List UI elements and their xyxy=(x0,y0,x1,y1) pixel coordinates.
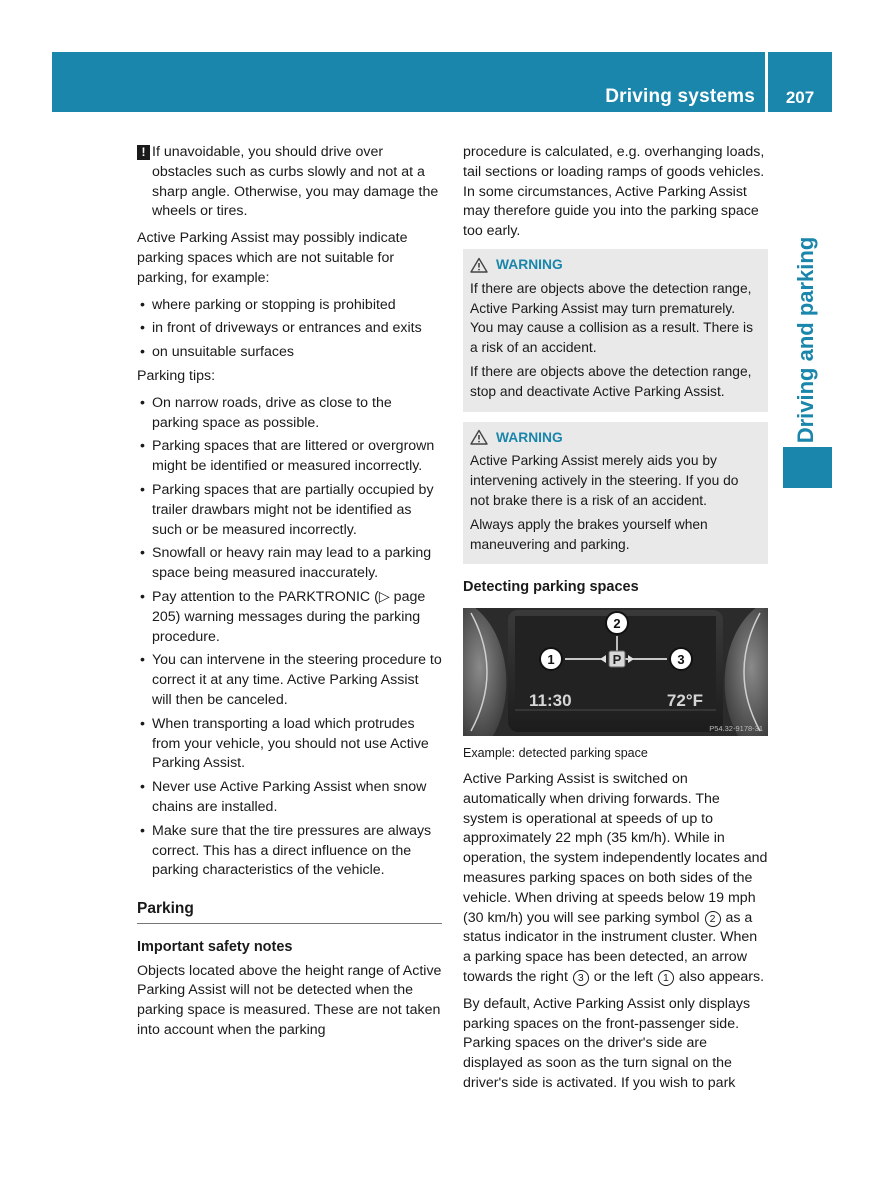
unsuitable-intro: Active Parking Assist may possibly indicate parking spaces which are not suitable for parking, for example: xyxy=(137,230,408,286)
page-number: 207 xyxy=(785,88,815,107)
clock-readout: 11:30 xyxy=(529,691,572,711)
right-column xyxy=(463,143,768,1101)
detecting-heading: Detecting parking spaces xyxy=(463,579,639,596)
list-item: • You can intervene in the steering procedure to correct it at any time. Active Parking Assist will then be canceled. xyxy=(137,651,442,710)
figure-caption: Example: detected parking space xyxy=(463,746,648,761)
list-item: • where parking or stopping is prohibited xyxy=(137,296,442,316)
warning-text: If there are objects above the detection range, stop and deactivate Active Parking Assist. xyxy=(470,363,752,399)
operation-text: or the left xyxy=(593,968,653,985)
list-item: • On narrow roads, drive as close to the parking space as possible. xyxy=(137,394,442,434)
tips-list xyxy=(137,394,442,881)
default-display-text: By default, Active Parking Assist only displays parking spaces on the front-passenger side. Parking spaces on the driver's side are displayed as soon as the turn signal on the driver's side is activated. If you wish to park xyxy=(463,995,751,1091)
section-title: Driving systems xyxy=(605,86,755,107)
safety-text: Objects located above the height range of Active Parking Assist will not be detected when the parking space is measured. These are not taken into account when the parking xyxy=(137,962,442,1039)
chapter-tab-marker xyxy=(783,447,832,488)
warning-text: Active Parking Assist merely aids you by intervening actively in the steering. If you do not brake there is a risk of an accident. xyxy=(470,453,739,508)
page-number-box xyxy=(768,52,832,112)
callout-1: 1 xyxy=(547,652,555,668)
figure-code: P54.32-9178-31 xyxy=(709,724,763,734)
warning-text: If there are objects above the detection range, Active Parking Assist may turn prematurely. You may cause a collision as a result. There is a risk of an accident. xyxy=(470,280,753,356)
warning-box xyxy=(463,422,768,565)
list-item: • Pay attention to the PARKTRONIC (▷ page 205) warning messages during the parking procedure. xyxy=(137,588,442,647)
note-text: If unavoidable, you should drive over obstacles such as curbs slowly and not at a sharp angle. Otherwise, you may damage the wheels or tires. xyxy=(152,144,439,220)
list-item: • Parking spaces that are littered or overgrown might be identified or measured incorrectly. xyxy=(137,437,442,477)
left-column xyxy=(137,143,442,1048)
callout-ref-2: 2 xyxy=(705,911,721,927)
safety-subheading: Important safety notes xyxy=(137,938,293,955)
list-item: • When transporting a load which protrudes from your vehicle, you should not use Active Parking Assist. xyxy=(137,715,442,774)
warning-header xyxy=(470,255,761,275)
warning-triangle-icon xyxy=(470,257,488,273)
warning-header xyxy=(470,428,761,448)
cluster-illustration xyxy=(463,608,768,736)
operation-text: also appears. xyxy=(678,968,765,985)
callout-ref-1: 1 xyxy=(658,970,674,986)
damage-note xyxy=(137,143,442,222)
list-item: • Parking spaces that are partially occupied by trailer drawbars might not be identified as such or be measured incorrectly. xyxy=(137,481,442,540)
list-item: • Snowfall or heavy rain may lead to a parking space being measured inaccurately. xyxy=(137,544,442,584)
warning-label: WARNING xyxy=(496,429,563,445)
warning-box xyxy=(463,249,768,412)
warning-label: WARNING xyxy=(496,256,563,272)
list-item: • in front of driveways or entrances and exits xyxy=(137,319,442,339)
operation-text: Active Parking Assist is switched on automatically when driving forwards. The system is operational at speeds of up to approximately 22 mph (35 km/h). While in operation, the system independently locates and measures parking spaces on both sides of the vehicle. When driving at speeds below 19 mph (30 km/h) you will see parking symbol xyxy=(463,770,768,926)
exclamation-icon: ! xyxy=(137,145,150,160)
temperature-readout: 72°F xyxy=(666,691,703,711)
unsuitable-list xyxy=(137,296,442,363)
parking-p-symbol: P xyxy=(612,652,622,668)
callout-ref-3: 3 xyxy=(573,970,589,986)
operation-paragraph xyxy=(463,770,768,988)
parking-heading: Parking xyxy=(137,899,442,924)
continuation-text: procedure is calculated, e.g. overhanging loads, tail sections or loading ramps of goods vehicles. In some circumstances, Active Parking Assist may therefore guide you into the parking space too early. xyxy=(463,144,765,240)
tips-label: Parking tips: xyxy=(137,367,216,384)
warning-text: Always apply the brakes yourself when maneuvering and parking. xyxy=(470,516,708,552)
warning-triangle-icon xyxy=(470,429,488,445)
header-bar xyxy=(52,52,765,112)
list-item: • on unsuitable surfaces xyxy=(137,343,442,363)
list-item: • Never use Active Parking Assist when snow chains are installed. xyxy=(137,778,442,818)
list-item: • Make sure that the tire pressures are always correct. This has a direct influence on the parking characteristics of the vehicle. xyxy=(137,822,442,881)
callout-2: 2 xyxy=(613,616,621,632)
callout-3: 3 xyxy=(677,652,685,668)
instrument-cluster-figure xyxy=(463,608,768,736)
operation-text: as a status indicator in the instrument cluster. When a parking space has been detected, an arrow towards the right xyxy=(463,909,758,985)
chapter-side-tab: Driving and parking xyxy=(793,236,818,444)
